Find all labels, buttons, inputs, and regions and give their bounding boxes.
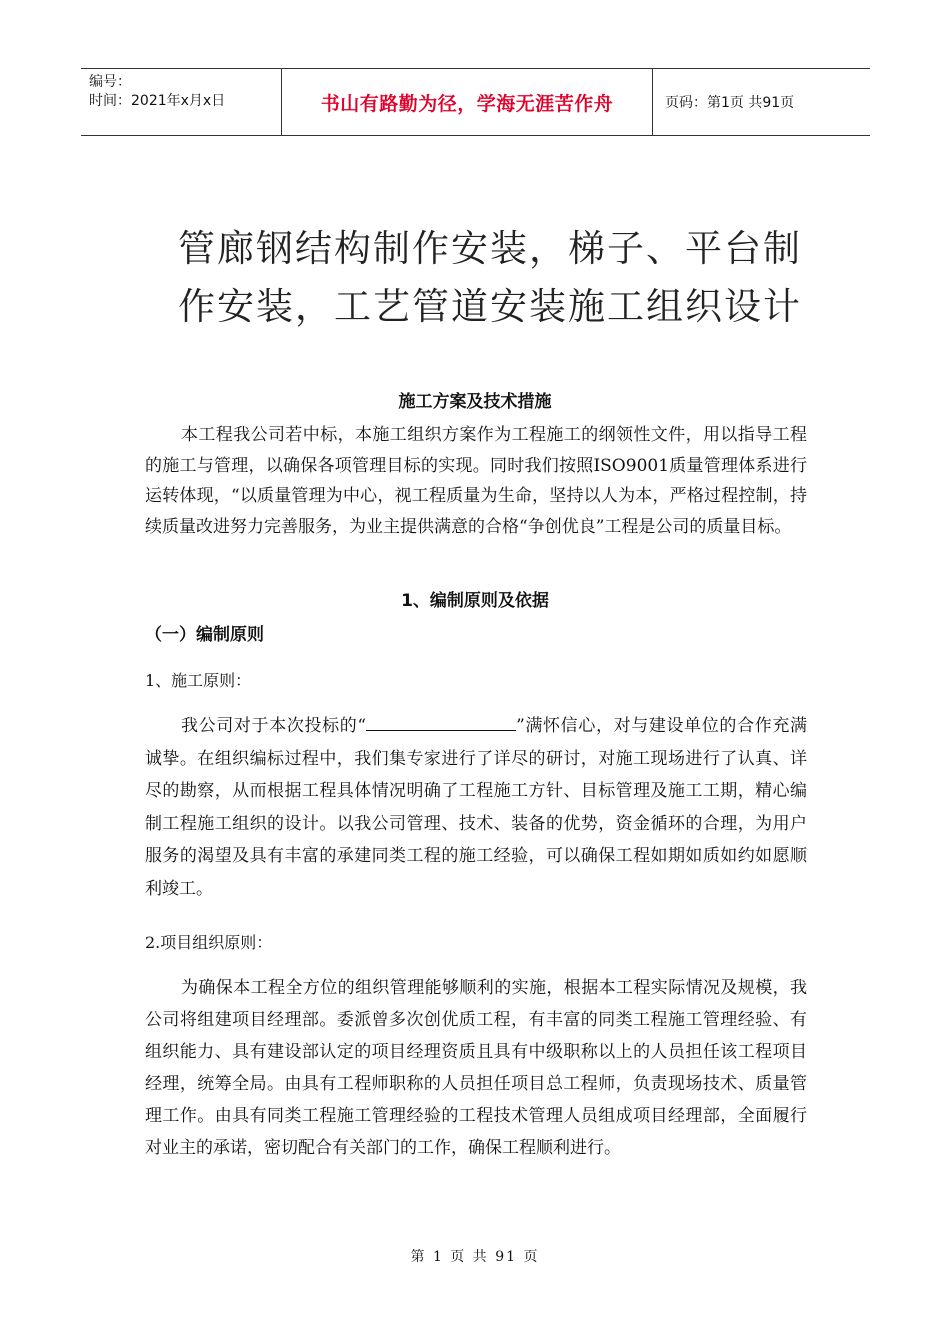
serial-label: 编号：	[89, 74, 131, 90]
item1-post: ”满怀信心，对与建设单位的合作充满诚挚。在组织编标过程中，我们集专家进行了详尽的研讨，对施工现场进行了认真、详尽的勘察，从而根据工程具体情况明确了工程施工方针、目标管理及施工工期，精心编制工程施工组织的设计。以我公司管理、技术、装备的优势，资金循环的合理，为用户服务的渴望及具有丰富的承建同类工程的施工经验，可以确保工程如期如质如约如愿顺利竣工。	[145, 716, 807, 899]
project-name-blank	[366, 716, 516, 731]
header-table	[81, 68, 870, 136]
item1-paragraph	[145, 710, 807, 905]
item2-paragraph: 为确保本工程全方位的组织管理能够顺利的实施，根据本工程实际情况及规模，我公司将组建项目经理部。委派曾多次创优质工程，有丰富的同类工程施工管理经验、有组织能力、具有建设部认定的项目经理资质且具有中级职称以上的人员担任该工程项目经理，统筹全局。由具有工程师职称的人员担任项目总工程师，负责现场技术、质量管理工作。由具有同类工程施工管理经验的工程技术管理人员组成项目经理部，全面履行对业主的承诺，密切配合有关部门的工作，确保工程顺利进行。	[145, 978, 807, 1158]
header-left-cell	[81, 69, 282, 135]
title-line-2: 作安装，工艺管道安装施工组织设计	[178, 285, 802, 328]
page-footer: 第 1 页 共 91 页	[410, 1249, 540, 1265]
title-line-1: 管廊钢结构制作安装，梯子、平台制	[178, 227, 802, 270]
date-line: 时间：2021年x月x日	[89, 93, 226, 109]
heading-principles-basis: 1、编制原则及依据	[401, 591, 549, 611]
heading-principles: （一）编制原则	[145, 625, 264, 645]
page-info: 页码：第1页 共91页	[665, 95, 795, 111]
item1-pre: 我公司对于本次投标的“	[181, 716, 367, 736]
item2-title: 2.项目组织原则：	[145, 933, 273, 952]
intro-paragraph: 本工程我公司若中标，本施工组织方案作为工程施工的纲领性文件，用以指导工程的施工与管理，以确保各项管理目标的实现。同时我们按照ISO9001质量管理体系进行运转体现，“以质量管理为中心，视工程质量为生命，坚持以人为本，严格过程控制，持续质量改进努力完善服务，为业主提供满意的合格“争创优良”工程是公司的质量目标。	[145, 425, 807, 537]
motto: 书山有路勤为径，学海无涯苦作舟	[282, 69, 653, 135]
item1-title: 1、施工原则：	[145, 671, 252, 690]
document-title	[150, 220, 830, 336]
section-title: 施工方案及技术措施	[398, 392, 552, 412]
